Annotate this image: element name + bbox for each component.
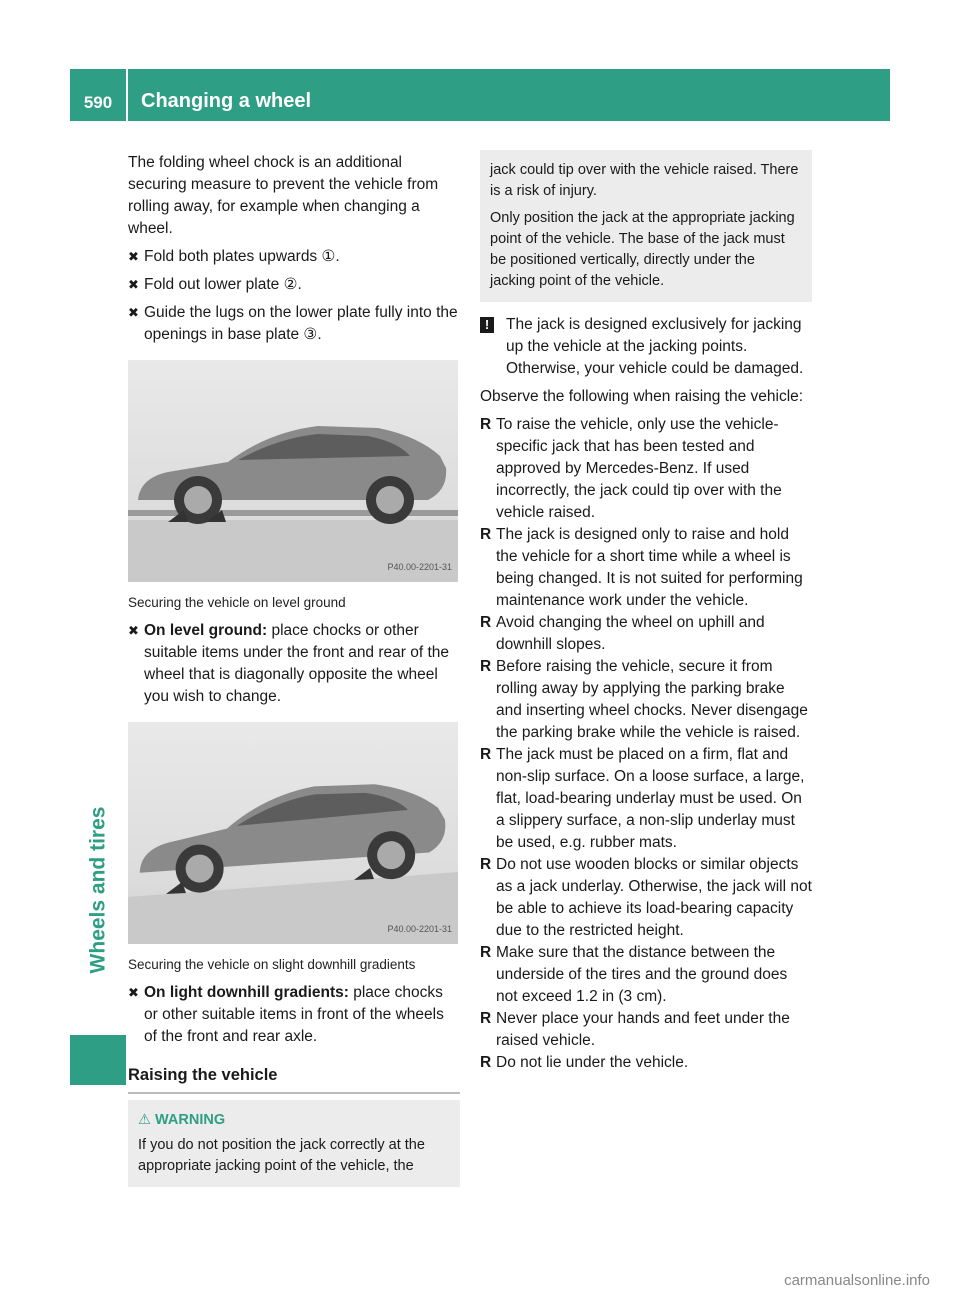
left-column — [128, 152, 460, 1187]
warning-triangle-icon: ⚠ — [138, 1112, 151, 1128]
warning-text: If you do not position the jack correctly at the appropriate jacking point of the vehicle, the — [138, 1137, 425, 1174]
list-item — [480, 612, 812, 656]
step-item — [128, 274, 460, 296]
list-item — [480, 744, 812, 854]
bullet-marker: R — [480, 526, 492, 543]
step-item — [128, 982, 460, 1048]
page-title: Changing a wheel — [141, 90, 312, 112]
step-text: place chocks or other suitable items under the front and rear of the wheel that is diagonally opposite the wheel you wish to change. — [144, 622, 450, 705]
observe-paragraph: Observe the following when raising the vehicle: — [480, 388, 804, 405]
side-tab-label: Wheels and tires — [86, 806, 110, 974]
list-item-text: Avoid changing the wheel on uphill and downhill slopes. — [496, 614, 765, 653]
step-text: Guide the lugs on the lower plate fully into the openings in base plate ③. — [144, 304, 458, 343]
side-tab-marker — [70, 1035, 126, 1085]
list-item-text: Make sure that the distance between the underside of the tires and the ground does not exceed 1.2 in (3 cm). — [496, 944, 788, 1005]
step-item — [128, 620, 460, 708]
warning-text: Only position the jack at the appropriate jacking point of the vehicle. The base of the jack must be positioned vertically, directly under the jacking point of the vehicle. — [490, 210, 795, 289]
list-item — [480, 1052, 812, 1074]
page-number: 590 — [83, 93, 113, 112]
list-item — [480, 854, 812, 942]
note-paragraph — [480, 314, 812, 380]
list-item-text: Before raising the vehicle, secure it from rolling away by applying the parking brake and inserting wheel chocks. Never disengage the parking brake while the vehicle is raised. — [496, 658, 808, 741]
image-code: P40.00-2201-31 — [387, 924, 452, 934]
note-text: The jack is designed exclusively for jacking up the vehicle at the jacking points. Otherwise, your vehicle could be damaged. — [506, 316, 804, 377]
exclamation-icon: ! — [480, 317, 494, 333]
list-item — [480, 414, 812, 524]
bullet-marker: R — [480, 746, 492, 763]
intro-paragraph: The folding wheel chock is an additional securing measure to prevent the vehicle from rolling away, for example when changing a wheel. — [128, 154, 439, 237]
step-marker-icon: ✖ — [128, 277, 139, 292]
warning-text: jack could tip over with the vehicle raised. There is a risk of injury. — [490, 162, 799, 199]
step-bold: On light downhill gradients: — [144, 984, 349, 1001]
step-text: Fold both plates upwards ①. — [144, 248, 340, 265]
header-divider — [126, 69, 128, 121]
list-item-text: The jack is designed only to raise and hold the vehicle for a short time while a wheel is being changed. It is not suited for performing maintenance work under the vehicle. — [496, 526, 803, 609]
car-illustration — [128, 722, 458, 944]
image-caption: Securing the vehicle on level ground — [128, 595, 346, 610]
list-item-text: To raise the vehicle, only use the vehicle-specific jack that has been tested and approved by Mercedes-Benz. If used incorrectly, the jack could tip over with the vehicle raised. — [496, 416, 782, 521]
car-level-image — [128, 360, 458, 582]
step-text: place chocks or other suitable items in front of the wheels of the front and rear axle. — [144, 984, 444, 1045]
list-item — [480, 1008, 812, 1052]
section-heading: Raising the vehicle — [128, 1064, 460, 1094]
list-item-text: Do not lie under the vehicle. — [496, 1054, 689, 1071]
step-item — [128, 302, 460, 346]
bullet-marker: R — [480, 1010, 492, 1027]
bullet-marker: R — [480, 1054, 492, 1071]
right-column — [480, 152, 812, 1074]
bullet-marker: R — [480, 416, 492, 433]
watermark: carmanualsonline.info — [784, 1272, 930, 1289]
list-item-text: The jack must be placed on a firm, flat and non-slip surface. On a loose surface, a large, flat, load-bearing underlay must be used. On a slippery surface, a non-slip underlay must be used, e.g. rubber mats. — [496, 746, 805, 851]
bullet-marker: R — [480, 856, 492, 873]
car-illustration — [128, 360, 458, 582]
bullet-marker: R — [480, 944, 492, 961]
step-text: Fold out lower plate ②. — [144, 276, 302, 293]
step-marker-icon: ✖ — [128, 249, 139, 264]
warning-title — [138, 1110, 450, 1131]
image-code: P40.00-2201-31 — [387, 562, 452, 572]
list-item-text: Never place your hands and feet under the raised vehicle. — [496, 1010, 790, 1049]
step-marker-icon: ✖ — [128, 985, 139, 1000]
warning-title-text: WARNING — [155, 1112, 226, 1128]
list-item — [480, 656, 812, 744]
list-item-text: Do not use wooden blocks or similar objects as a jack underlay. Otherwise, the jack will not be able to achieve its load-bearing capacity due to the restricted height. — [496, 856, 812, 939]
car-downhill-image — [128, 722, 458, 944]
step-marker-icon: ✖ — [128, 305, 139, 320]
list-item — [480, 524, 812, 612]
step-item — [128, 246, 460, 268]
step-bold: On level ground: — [144, 622, 268, 639]
side-tab — [86, 770, 110, 1010]
image-caption: Securing the vehicle on slight downhill gradients — [128, 957, 416, 972]
bullet-marker: R — [480, 614, 492, 631]
step-marker-icon: ✖ — [128, 623, 139, 638]
list-item — [480, 942, 812, 1008]
bullet-marker: R — [480, 658, 492, 675]
warning-box — [128, 1100, 460, 1187]
warning-box-continued — [480, 150, 812, 302]
